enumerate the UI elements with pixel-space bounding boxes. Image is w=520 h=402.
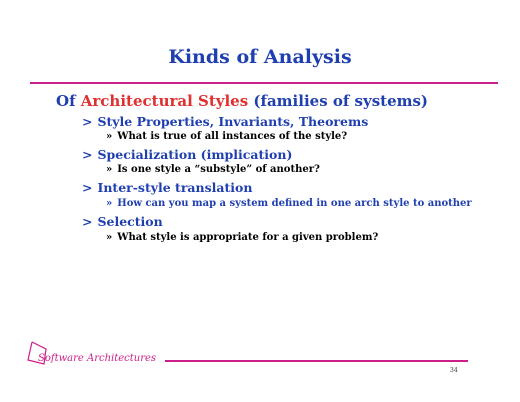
- bullet-marker: >: [82, 147, 93, 162]
- slide-title: Kinds of Analysis: [168, 46, 352, 68]
- sub-bullet-specialization: [106, 164, 320, 175]
- bullet-style-properties: [82, 114, 368, 129]
- software-architectures-logo: [26, 340, 166, 366]
- bullet-marker: >: [82, 214, 93, 229]
- sub-bullet-marker: »: [106, 232, 113, 243]
- title-divider: [30, 82, 498, 84]
- bullet-marker: >: [82, 180, 93, 195]
- heading-prefix: Of: [56, 92, 81, 110]
- bullet-label: Inter-style translation: [97, 180, 253, 195]
- bullet-selection: [82, 214, 163, 229]
- sub-bullet-text: What style is appropriate for a given problem?: [117, 232, 379, 243]
- logo-text: Software Architectures: [38, 353, 157, 364]
- page-number: 34: [450, 367, 458, 374]
- sub-bullet-text: Is one style a “substyle” of another?: [117, 164, 320, 175]
- bullet-specialization: [82, 147, 292, 162]
- sub-bullet-text: How can you map a system defined in one arch style to another: [117, 198, 472, 209]
- heading-highlight: Architectural Styles: [80, 92, 249, 110]
- main-heading: [56, 92, 428, 110]
- bullet-label: Selection: [97, 214, 163, 229]
- sub-bullet-marker: »: [106, 198, 113, 209]
- sub-bullet-inter-style-translation: [106, 198, 472, 209]
- bullet-inter-style-translation: [82, 180, 252, 195]
- sub-bullet-marker: »: [106, 131, 113, 142]
- sub-bullet-selection: [106, 232, 378, 243]
- bullet-label: Style Properties, Invariants, Theorems: [97, 114, 369, 129]
- sub-bullet-marker: »: [106, 164, 113, 175]
- sub-bullet-style-properties: [106, 131, 347, 142]
- sub-bullet-text: What is true of all instances of the style?: [117, 131, 348, 142]
- heading-suffix: (families of systems): [248, 92, 429, 110]
- footer-divider: [165, 360, 468, 362]
- bullet-label: Specialization (implication): [97, 147, 293, 162]
- bullet-marker: >: [82, 114, 93, 129]
